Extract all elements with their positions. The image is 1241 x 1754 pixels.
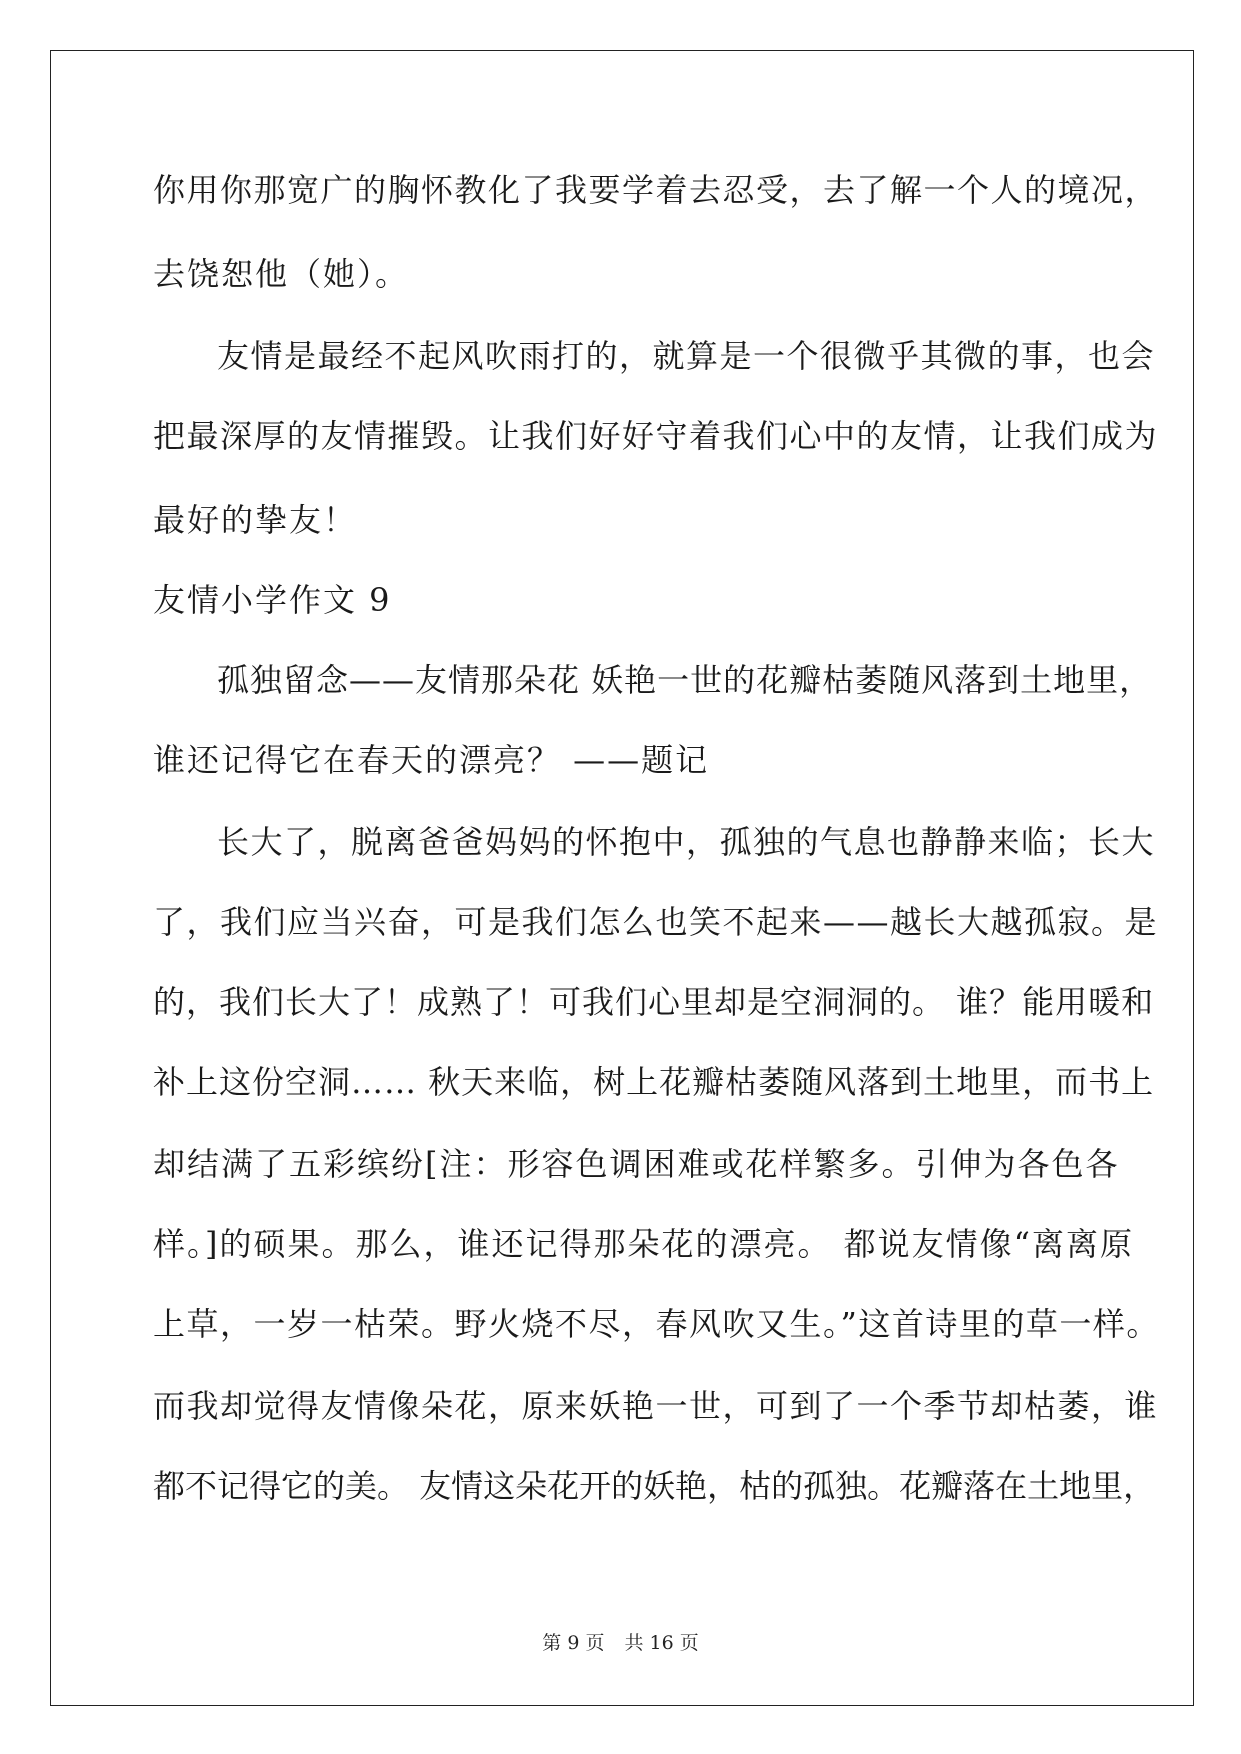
text-line-15: 上草，一岁一枯荣。野火烧不尽，春风吹又生。”这首诗里的草一样。	[153, 1305, 1160, 1343]
text-line-4: 把最深厚的友情摧毁。让我们好好守着我们心中的友情，让我们成为	[153, 417, 1159, 455]
text-line-10: 了，我们应当兴奋，可是我们怎么也笑不起来——越长大越孤寂。是	[153, 903, 1159, 941]
page-number: 第 9 页	[542, 1632, 605, 1654]
text-line-7: 孤独留念——友情那朵花 妖艳一世的花瓣枯萎随风落到土地里，	[217, 661, 1153, 699]
text-line-11: 的，我们长大了！成熟了！可我们心里却是空洞洞的。 谁？能用暖和	[153, 983, 1155, 1021]
text-line-13: 却结满了五彩缤纷[注：形容色调困难或花样繁多。引伸为各色各	[153, 1145, 1120, 1183]
page-total: 共 16 页	[624, 1632, 699, 1654]
text-line-8: 谁还记得它在春天的漂亮？ ——题记	[153, 741, 710, 779]
page-footer	[0, 1631, 1241, 1655]
page-border	[50, 50, 1194, 1706]
text-line-3: 友情是最经不起风吹雨打的，就算是一个很微乎其微的事，也会	[217, 337, 1156, 375]
text-line-1: 你用你那宽广的胸怀教化了我要学着去忍受，去了解一个人的境况，	[153, 171, 1159, 209]
section-heading: 友情小学作文 9	[153, 581, 392, 619]
text-line-17: 都不记得它的美。 友情这朵花开的妖艳，枯的孤独。花瓣落在土地里，	[153, 1467, 1156, 1505]
text-line-14: 样。]的硕果。那么，谁还记得那朵花的漂亮。 都说友情像“离离原	[153, 1225, 1135, 1263]
text-line-12: 补上这份空洞…… 秋天来临，树上花瓣枯萎随风落到土地里，而书上	[153, 1063, 1155, 1101]
text-line-9: 长大了，脱离爸爸妈妈的怀抱中，孤独的气息也静静来临；长大	[217, 823, 1156, 861]
text-line-16: 而我却觉得友情像朵花，原来妖艳一世，可到了一个季节却枯萎，谁	[153, 1387, 1159, 1425]
text-line-2: 去饶恕他（她）。	[153, 255, 410, 293]
text-line-5: 最好的挚友！	[153, 501, 358, 539]
